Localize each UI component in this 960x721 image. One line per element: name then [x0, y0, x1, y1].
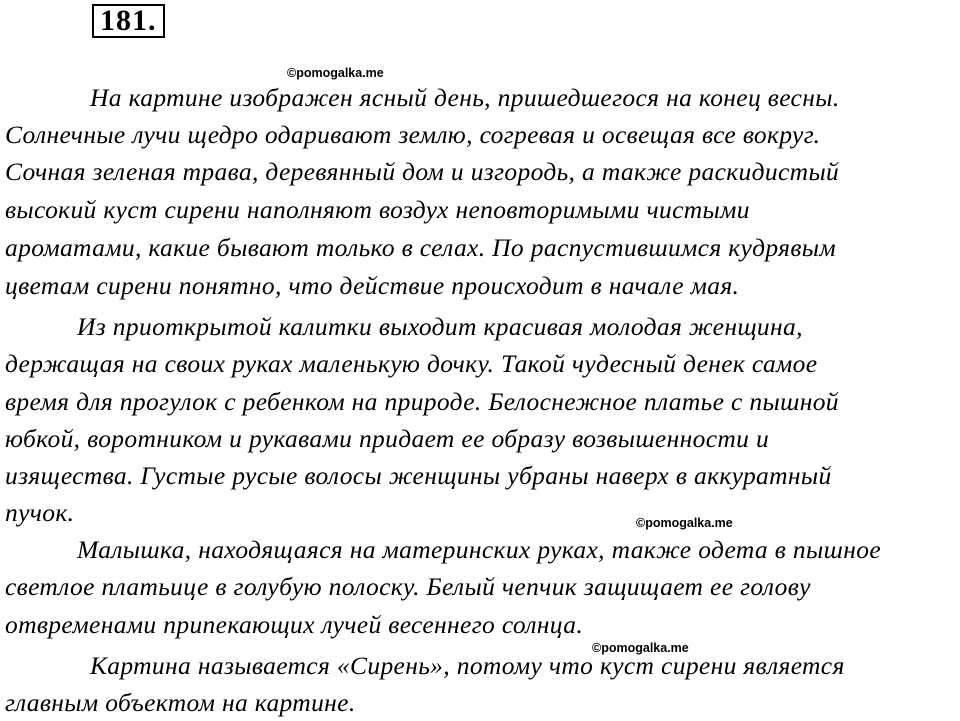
watermark-top: ©pomogalka.me	[287, 66, 384, 80]
text-line: отвременами припекающих лучей весеннего солнца.	[5, 610, 584, 639]
text-line: высокий куст сирени наполняют воздух неповторимыми чистыми	[5, 195, 750, 224]
exercise-number: 181.	[92, 4, 165, 38]
text-line: Картина называется «Сирень», потому что куст сирени является	[90, 651, 845, 680]
text-line: главным объектом на картине.	[5, 688, 356, 717]
watermark-middle: ©pomogalka.me	[636, 516, 733, 530]
watermark-bottom: ©pomogalka.me	[592, 641, 689, 655]
text-line: ароматами, какие бывают только в селах. По распустившимся кудрявым	[5, 233, 837, 262]
text-line: светлое платьице в голубую полоску. Белый чепчик защищает ее голову	[5, 572, 811, 601]
text-line: На картине изображен ясный день, пришедшегося на конец весны.	[90, 83, 840, 112]
text-line: держащая на своих руках маленькую дочку. Такой чудесный денек самое	[5, 349, 818, 378]
text-line: Солнечные лучи щедро одаривают землю, согревая и освещая все вокруг.	[5, 120, 821, 149]
text-line: время для прогулок с ребенком на природе. Белоснежное платье с пышной	[5, 387, 839, 416]
text-line: юбкой, воротником и рукавами придает ее образу возвышенности и	[5, 424, 770, 453]
text-line: Сочная зеленая трава, деревянный дом и изгородь, а также раскидистый	[5, 157, 840, 186]
text-line: пучок.	[5, 498, 75, 527]
text-line: Малышка, находящаяся на материнских руках, также одета в пышное	[77, 535, 881, 564]
text-line: Из приоткрытой калитки выходит красивая молодая женщина,	[77, 312, 803, 341]
text-line: цветам сирени понятно, что действие происходит в начале мая.	[5, 271, 740, 300]
text-line: изящества. Густые русые волосы женщины убраны наверх в аккуратный	[5, 461, 832, 490]
